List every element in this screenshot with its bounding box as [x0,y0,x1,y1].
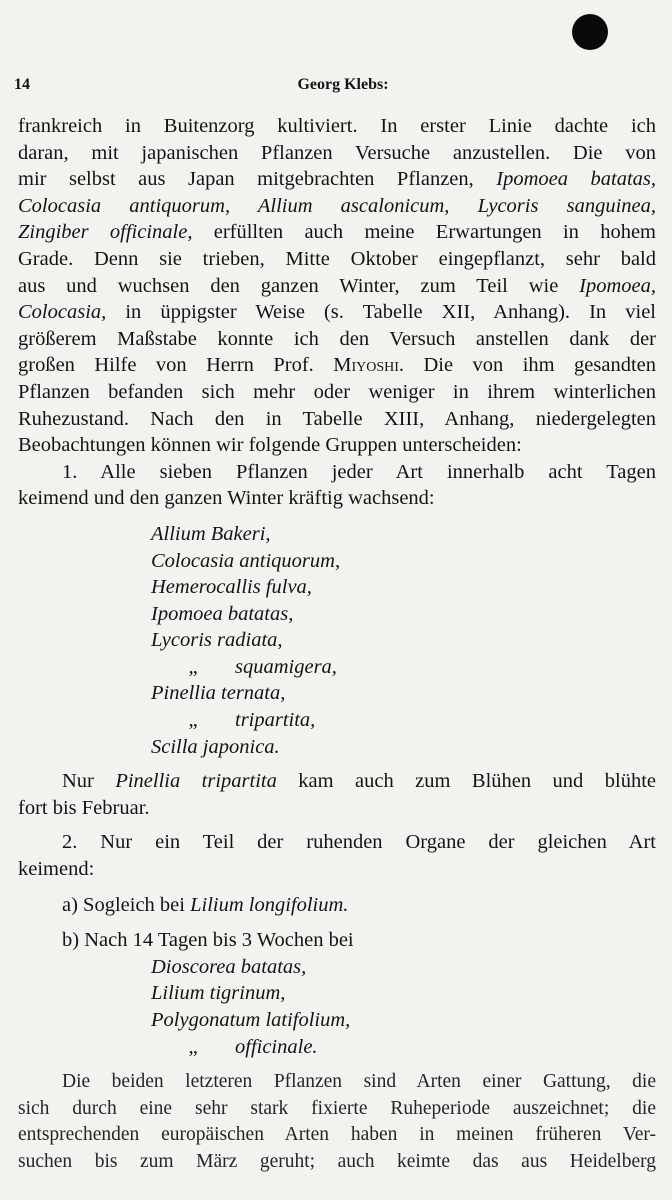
species-item: Hemerocallis fulva, [151,576,312,599]
text-line: fort bis Februar. [18,796,150,819]
running-head: Georg Klebs: [297,76,389,93]
text-line: Grade. Denn sie trieben, Mitte Oktober eingepflanzt, sehr bald [18,247,656,270]
text-line: daran, mit japanischen Pflanzen Versuche anzustellen. Die von [18,141,656,164]
text-line: suchen bis zum März geruht; auch keimte das aus Heidelberg [18,1150,656,1172]
text-line: Nur Pinellia tripartita kam auch zum Blühen und blühte [62,770,656,793]
species-item: Lilium tigrinum, [151,982,286,1005]
species-item: Allium Bakeri, [151,522,271,545]
text-line: Ruhezustand. Nach den in Tabelle XIII, Anhang, niedergelegten [18,407,656,430]
species-list-2 [18,954,656,1060]
species-item: Colocasia antiquorum, [151,549,341,572]
text-line: sich durch eine sehr stark fixierte Ruheperiode auszeichnet; die [18,1097,656,1119]
paragraph-intro [18,113,656,459]
text-line: Colocasia, in üppigster Weise (s. Tabelle XII, Anhang). In viel [18,301,656,324]
species-item: Lycoris radiata, [151,629,283,652]
text-line: keimend und den ganzen Winter kräftig wachsend: [18,487,435,510]
text-line: größerem Maßstabe konnte ich den Versuch anstellen dank der [18,327,656,350]
author-name: Miyoshi [333,354,399,377]
ditto-mark: „ [188,709,198,732]
text-line: Zingiber officinale, erfüllten auch meine Erwartungen in hohem [18,221,656,244]
text-line: aus und wuchsen den ganzen Winter, zum Teil wie Ipomoea, [18,274,656,297]
text-line: frankreich in Buitenzorg kultiviert. In erster Linie dachte ich [18,115,656,137]
species-item: Polygonatum latifolium, [151,1009,351,1031]
text-line: keimend: [18,858,95,881]
species-item: Pinellia ternata, [151,682,286,705]
group-2 [18,829,656,1060]
text-line: Colocasia antiquorum, Allium ascalonicum, Lycoris sanguinea, [18,194,656,217]
text-line: 1. Alle sieben Pflanzen jeder Art innerhalb acht Tagen [62,460,656,483]
subgroup-a: a) Sogleich bei Lilium longifolium. [62,893,349,916]
ditto-mark: „ [188,1035,198,1058]
text-line: Die beiden letzteren Pflanzen sind Arten einer Gattung, die [62,1071,656,1093]
page-header [14,76,654,96]
group-1 [18,459,656,761]
species-item: „ squamigera, [151,654,656,681]
page-number: 14 [14,76,30,93]
species-item: Scilla japonica. [151,735,280,758]
text-line: mir selbst aus Japan mitgebrachten Pflanzen, Ipomoea batatas, [18,168,656,191]
species-item: Ipomoea batatas, [151,602,294,625]
text-line: Beobachtungen können wir folgende Gruppen unterscheiden: [18,434,522,457]
species-item: „ tripartita, [151,707,656,734]
page-body [18,113,656,1176]
text-line: entsprechenden europäischen Arten haben in meinen früheren Ver- [18,1124,656,1146]
note-paragraph [18,768,656,821]
species-list-1 [18,521,656,760]
closing-paragraph [18,1069,656,1175]
text-line: großen Hilfe von Herrn Prof. Miyoshi. Die von ihm gesandten [18,354,656,377]
subgroup-b: b) Nach 14 Tagen bis 3 Wochen bei [62,929,354,952]
ink-dot-mark [572,14,608,50]
species-item: Dioscorea batatas, [151,955,307,978]
ditto-mark: „ [188,655,198,678]
species-item: „ officinale. [151,1034,656,1061]
text-line: Pflanzen befanden sich mehr oder weniger in ihrem winterlichen [18,380,656,403]
text-line: 2. Nur ein Teil der ruhenden Organe der gleichen Art [62,831,656,854]
